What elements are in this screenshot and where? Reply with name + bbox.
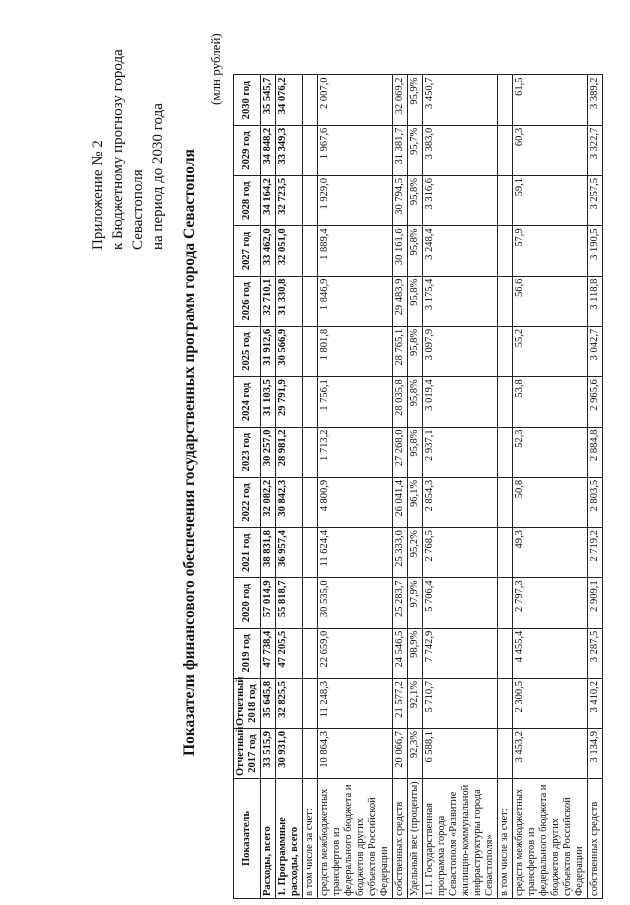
table-cell: [303, 528, 318, 578]
table-cell: 28 765,1: [393, 326, 408, 376]
table-cell: [303, 226, 318, 276]
appendix-block: [88, 49, 168, 250]
table-cell: [303, 125, 318, 175]
table-cell: 3 190,5: [588, 226, 603, 276]
header-year: 2026 год: [234, 276, 261, 326]
header-year: 2023 год: [234, 427, 261, 477]
table-cell: 95,8%: [408, 276, 423, 326]
table-cell: 28 981,2: [276, 427, 303, 477]
table-cell: 30 931,0: [276, 729, 303, 779]
table-cell: 6 588,1: [423, 729, 498, 779]
table-cell: [303, 729, 318, 779]
table-cell: [498, 528, 513, 578]
table-cell: [498, 477, 513, 527]
table-cell: 3 389,2: [588, 75, 603, 125]
table-cell: 32 051,0: [276, 226, 303, 276]
table-cell: 95,9%: [408, 75, 423, 125]
row-label: в том числе за счет:: [303, 779, 318, 899]
table-cell: 95,8%: [408, 377, 423, 427]
header-row: [234, 75, 261, 899]
table-cell: 49,3: [513, 528, 588, 578]
appendix-line: Севастополя: [130, 169, 146, 250]
header-year: 2022 год: [234, 477, 261, 527]
table-cell: 20 066,7: [393, 729, 408, 779]
table-row: [318, 75, 393, 899]
table-cell: 95,7%: [408, 125, 423, 175]
table-cell: 95,8%: [408, 427, 423, 477]
table-cell: 26 041,4: [393, 477, 408, 527]
table-cell: 1 801,8: [318, 326, 393, 376]
table-cell: 3 410,2: [588, 679, 603, 729]
header-year: 2021 год: [234, 528, 261, 578]
table-cell: 50,8: [513, 477, 588, 527]
table-cell: 92,3%: [408, 729, 423, 779]
table-cell: 38 831,8: [261, 528, 276, 578]
table-cell: 3 257,5: [588, 176, 603, 226]
table-cell: 95,2%: [408, 528, 423, 578]
table-cell: [303, 578, 318, 628]
header-year: 2020 год: [234, 578, 261, 628]
table-cell: 35 645,8: [261, 679, 276, 729]
table-cell: 21 577,2: [393, 679, 408, 729]
table-row: [393, 75, 408, 899]
header-year: 2019 год: [234, 628, 261, 678]
table-cell: 97,9%: [408, 578, 423, 628]
header-indicator: Показатель: [234, 779, 261, 899]
row-label: в том числе за счет:: [498, 779, 513, 899]
appendix-line: к Бюджетному прогнозу города: [110, 49, 126, 250]
table-cell: [498, 176, 513, 226]
table-cell: [303, 75, 318, 125]
table-cell: 33 462,0: [261, 226, 276, 276]
table-row: [408, 75, 423, 899]
table-cell: 57,9: [513, 226, 588, 276]
table-cell: 36 957,4: [276, 528, 303, 578]
table-cell: [498, 75, 513, 125]
table-cell: 11 248,3: [318, 679, 393, 729]
table-cell: 92,1%: [408, 679, 423, 729]
row-label: 1. Программные расходы, всего: [276, 779, 303, 899]
table-cell: 1 929,0: [318, 176, 393, 226]
table-cell: [303, 628, 318, 678]
table-cell: 4 800,9: [318, 477, 393, 527]
table-row: [588, 75, 603, 899]
table-cell: 53,8: [513, 377, 588, 427]
table-cell: 3 450,7: [423, 75, 498, 125]
table-row: [261, 75, 276, 899]
row-label: средств межбюджетных трансфертов из федерального бюджета и бюджетов других субъектов Российской Федерации: [513, 779, 588, 899]
table-cell: 28 035,8: [393, 377, 408, 427]
table-cell: 3 118,8: [588, 276, 603, 326]
table-cell: 60,3: [513, 125, 588, 175]
table-cell: 56,6: [513, 276, 588, 326]
table-cell: 27 268,0: [393, 427, 408, 477]
table-cell: 35 545,7: [261, 75, 276, 125]
table-cell: [303, 276, 318, 326]
table-cell: 3 175,4: [423, 276, 498, 326]
table-cell: [303, 176, 318, 226]
table-cell: 22 659,0: [318, 628, 393, 678]
appendix-line: на период до 2030 года: [150, 103, 166, 250]
table-cell: 30 535,0: [318, 578, 393, 628]
table-cell: 10 864,3: [318, 729, 393, 779]
header-year: Отчетный 2017 год: [234, 729, 261, 779]
row-label: собственных средств: [588, 779, 603, 899]
table-cell: 95,8%: [408, 326, 423, 376]
table-cell: 3 322,7: [588, 125, 603, 175]
table-cell: [303, 679, 318, 729]
financing-table: [233, 74, 603, 899]
table-cell: 3 383,0: [423, 125, 498, 175]
table-cell: 3 097,9: [423, 326, 498, 376]
table-cell: 2 797,3: [513, 578, 588, 628]
table-cell: 1 889,4: [318, 226, 393, 276]
table-row: [303, 75, 318, 899]
table-cell: 3 287,5: [588, 628, 603, 678]
document-title: Показатели финансового обеспечения государственных программ города Севастополя: [181, 149, 198, 756]
table-cell: 95,8%: [408, 226, 423, 276]
table-cell: 3 316,6: [423, 176, 498, 226]
table-cell: 2 768,5: [423, 528, 498, 578]
table-cell: 11 624,4: [318, 528, 393, 578]
table-cell: 32 082,2: [261, 477, 276, 527]
row-label: средств межбюджетных трансфертов из федерального бюджета и бюджетов других субъектов Российской Федерации: [318, 779, 393, 899]
unit-label: (млн рублей): [208, 33, 223, 105]
table-cell: 4 455,4: [513, 628, 588, 678]
table-cell: 47 205,5: [276, 628, 303, 678]
table-cell: 30 566,9: [276, 326, 303, 376]
appendix-line: Приложение № 2: [90, 140, 106, 250]
table-cell: [303, 326, 318, 376]
table-cell: 33 515,9: [261, 729, 276, 779]
table-cell: 31 381,7: [393, 125, 408, 175]
table-cell: [303, 477, 318, 527]
table-cell: [498, 427, 513, 477]
table-cell: 59,1: [513, 176, 588, 226]
table-cell: 34 076,2: [276, 75, 303, 125]
table-cell: 31 103,5: [261, 377, 276, 427]
table-cell: 2 884,8: [588, 427, 603, 477]
table-cell: [498, 276, 513, 326]
table-cell: 2 854,3: [423, 477, 498, 527]
table-cell: 29 791,9: [276, 377, 303, 427]
header-year: 2025 год: [234, 326, 261, 376]
table-cell: [498, 729, 513, 779]
table-cell: [303, 377, 318, 427]
table-cell: 30 842,3: [276, 477, 303, 527]
table-cell: [498, 226, 513, 276]
table-cell: 31 330,8: [276, 276, 303, 326]
table-cell: [498, 326, 513, 376]
header-year: 2030 год: [234, 75, 261, 125]
table-cell: 32 723,5: [276, 176, 303, 226]
header-year: 2029 год: [234, 125, 261, 175]
table-cell: 30 794,5: [393, 176, 408, 226]
table-cell: 32 710,1: [261, 276, 276, 326]
table-cell: 57 014,9: [261, 578, 276, 628]
table-cell: 1 846,9: [318, 276, 393, 326]
table-cell: 2 007,0: [318, 75, 393, 125]
table-cell: 55 818,7: [276, 578, 303, 628]
table-row: [423, 75, 498, 899]
table-cell: 32 069,2: [393, 75, 408, 125]
table-cell: 7 742,9: [423, 628, 498, 678]
table-cell: 95,8%: [408, 176, 423, 226]
table-cell: 55,2: [513, 326, 588, 376]
table-cell: 34 848,2: [261, 125, 276, 175]
table-cell: 96,1%: [408, 477, 423, 527]
table-cell: 3 019,4: [423, 377, 498, 427]
table-cell: 98,9%: [408, 628, 423, 678]
row-label: Удельный вес (проценты): [408, 779, 423, 899]
table-row: [498, 75, 513, 899]
table-cell: 2 965,6: [588, 377, 603, 427]
table-cell: 2 937,1: [423, 427, 498, 477]
table-cell: [498, 377, 513, 427]
table-cell: 2 719,2: [588, 528, 603, 578]
table-cell: 33 349,3: [276, 125, 303, 175]
table-cell: [303, 427, 318, 477]
table-cell: 5 710,7: [423, 679, 498, 729]
table-cell: 52,3: [513, 427, 588, 477]
table-cell: 3 134,9: [588, 729, 603, 779]
table-cell: 31 912,6: [261, 326, 276, 376]
header-year: 2028 год: [234, 176, 261, 226]
header-year: Отчетный 2018 год: [234, 679, 261, 729]
table-cell: 2 803,5: [588, 477, 603, 527]
table-cell: 29 483,9: [393, 276, 408, 326]
table-cell: 1 713,2: [318, 427, 393, 477]
table-cell: 3 453,2: [513, 729, 588, 779]
table-cell: 25 283,7: [393, 578, 408, 628]
table-cell: 34 164,2: [261, 176, 276, 226]
header-year: 2024 год: [234, 377, 261, 427]
table-cell: 3 248,4: [423, 226, 498, 276]
table-cell: 5 706,4: [423, 578, 498, 628]
table-cell: 32 825,5: [276, 679, 303, 729]
row-label: собственных средств: [393, 779, 408, 899]
table-cell: [498, 679, 513, 729]
table-cell: [498, 125, 513, 175]
row-label: Расходы, всего: [261, 779, 276, 899]
table-cell: 1 756,1: [318, 377, 393, 427]
table-cell: 2 909,1: [588, 578, 603, 628]
table-cell: 61,5: [513, 75, 588, 125]
header-year: 2027 год: [234, 226, 261, 276]
table-cell: 25 333,0: [393, 528, 408, 578]
table-cell: 47 738,4: [261, 628, 276, 678]
table-cell: 3 042,7: [588, 326, 603, 376]
row-label: 1.1. Государственная программа города Севастополя «Развитие жилищно-коммунальной инфраструктуры города Севастополя»: [423, 779, 498, 899]
table-cell: 24 546,5: [393, 628, 408, 678]
table-cell: 30 161,6: [393, 226, 408, 276]
table-cell: 30 257,0: [261, 427, 276, 477]
table-row: [513, 75, 588, 899]
table-cell: 2 300,5: [513, 679, 588, 729]
table-cell: [498, 578, 513, 628]
table-cell: [498, 628, 513, 678]
table-row: [276, 75, 303, 899]
table-cell: 1 967,6: [318, 125, 393, 175]
